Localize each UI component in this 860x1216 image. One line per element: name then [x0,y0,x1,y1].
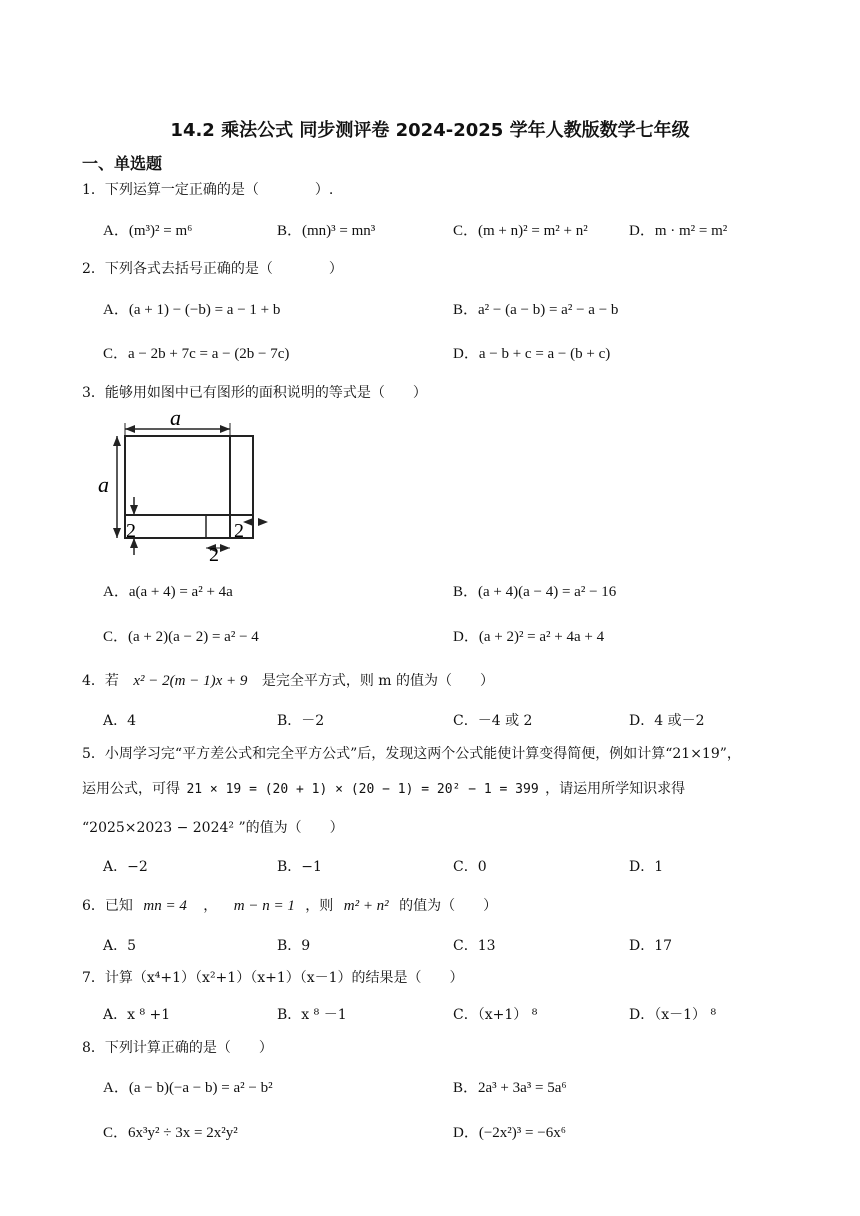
q2-option-a: A．(a + 1) − (−b) = a − 1 + b [103,302,281,318]
q6-stem-mid: ，则 [305,898,334,914]
q6-option-b: B．9 [277,938,311,954]
q1-option-c: C．(m + n)² = m² + n² [453,223,588,239]
figure-label-top: a [170,405,181,430]
figure-label-bottom-right: 2 [209,544,219,565]
q6-stem-math3: m² + n² [343,898,389,914]
q7-option-c: C．（x+1） ⁸ [453,1007,538,1023]
q6-option-d: D．17 [629,938,673,954]
q7-option-a: A．x ⁸ +1 [103,1007,171,1023]
q8-option-a: A．(a − b)(−a − b) = a² − b² [103,1080,273,1096]
q6-stem-math2: m − n = 1 [233,898,295,914]
q8-option-c: C．6x³y² ÷ 3x = 2x²y² [103,1125,238,1141]
q8-option-b: B．2a³ + 3a³ = 5a⁶ [453,1080,567,1096]
q5-line2-prefix: 运用公式，可得 [82,781,180,797]
q6-stem-prefix: 6．已知 [82,898,133,914]
figure-label-right: 2 [234,520,244,542]
question-1-stem: 1．下列运算一定正确的是（ ）. [82,182,334,198]
figure-label-bottom-left: 2 [126,520,136,542]
q6-stem-sep: ， [203,898,218,914]
q1-option-b: B．(mn)³ = mn³ [277,223,376,239]
q8-option-d: D．(−2x²)³ = −6x⁶ [453,1125,566,1141]
q5-option-d: D．1 [629,859,664,875]
q4-option-c: C．－4 或 2 [453,713,533,729]
q2-option-c: C．a − 2b + 7c = a − (2b − 7c) [103,346,290,362]
q7-option-b: B．x ⁸ －1 [277,1007,347,1023]
q3-option-b: B．(a + 4)(a − 4) = a² − 16 [453,584,617,600]
q3-option-c: C．(a + 2)(a − 2) = a² − 4 [103,629,259,645]
q4-stem-prefix: 4．若 [82,673,119,689]
question-7-stem: 7．计算（x⁴+1）（x²+1）（x+1）（x－1）的结果是（ ） [82,970,464,986]
q5-line2-math: 21 × 19 = (20 + 1) × (20 − 1) = 20² − 1 = 399 [186,782,539,797]
q5-stem-line1: 5．小周学习完“平方差公式和完全平方公式”后，发现这两个公式能使计算变得简便，例如计算“21×19”， [82,746,741,762]
q6-stem-suffix: 的值为（ ） [399,898,498,914]
question-6-stem [82,895,497,915]
q3-option-d: D．(a + 2)² = a² + 4a + 4 [453,629,605,645]
q5-option-b: B．−1 [277,859,322,875]
q4-stem-suffix: 是完全平方式，则 m 的值为（ ） [261,673,495,689]
square-area-figure [98,405,278,565]
section-heading: 一、单选题 [82,154,163,173]
q2-option-b: B．a² − (a − b) = a² − a − b [453,302,619,318]
q4-option-d: D．4 或－2 [629,713,705,729]
q3-option-a: A．a(a + 4) = a² + 4a [103,584,233,600]
q5-option-c: C．0 [453,859,487,875]
q4-option-a: A．4 [103,713,137,729]
figure-label-left: a [98,472,109,497]
question-2-stem: 2．下列各式去括号正确的是（ ） [82,261,343,277]
q5-line2-suffix: ，请运用所学知识求得 [545,781,686,797]
q5-stem-line2 [82,778,685,798]
q1-option-a: A．(m³)² = m⁶ [103,223,193,239]
q7-option-d: D．（x－1） ⁸ [629,1007,717,1023]
page-title: 14.2 乘法公式 同步测评卷 2024-2025 学年人教版数学七年级 [170,120,690,141]
q5-stem-line3: “2025×2023 − 2024² ”的值为（ ） [82,820,344,836]
q4-option-b: B．－2 [277,713,325,729]
q1-option-d: D．m · m² = m² [629,223,728,239]
q5-option-a: A．−2 [103,859,148,875]
q6-stem-math1: mn = 4 [143,898,187,914]
q4-stem-math: x² − 2(m − 1)x + 9 [133,673,248,689]
question-4-stem [82,670,494,690]
question-3-stem: 3．能够用如图中已有图形的面积说明的等式是（ ） [82,385,427,401]
q6-option-c: C．13 [453,938,496,954]
q6-option-a: A．5 [103,938,137,954]
q2-option-d: D．a − b + c = a − (b + c) [453,346,611,362]
question-8-stem: 8．下列计算正确的是（ ） [82,1040,273,1056]
